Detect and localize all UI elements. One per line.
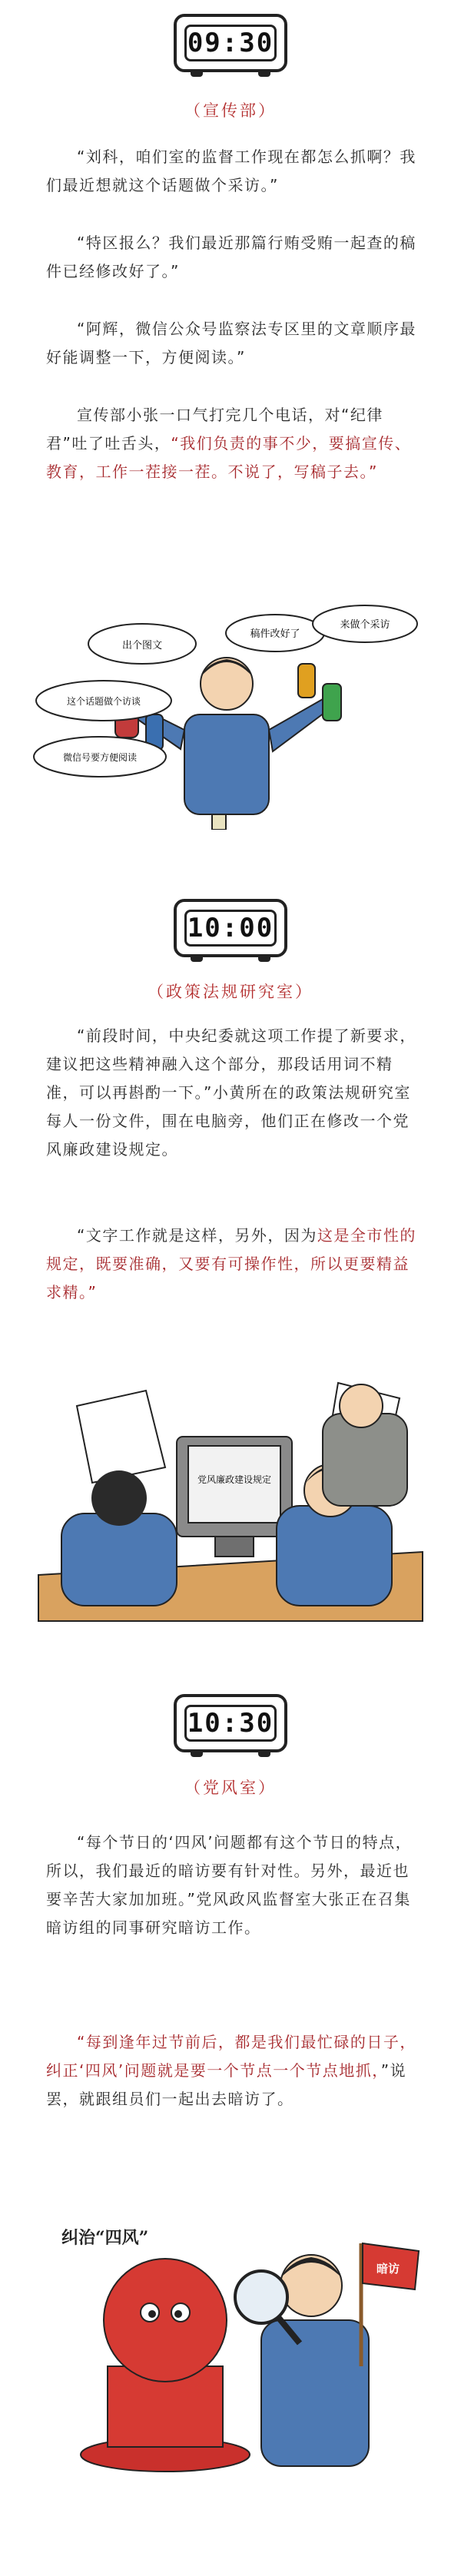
- clock-1030: [174, 1694, 287, 1752]
- policy-revision-illustration: [31, 1375, 430, 1629]
- paragraph: “每个节日的‘四风’问题都有这个节日的特点，所以，我们最近的暗访要有针对性。另外，最近也要辛苦大家加加班。”党风政风监督室大张正在召集暗访组的同事研究暗访工作。: [46, 1833, 413, 1937]
- paragraph: “前段时间，中央纪委就这项工作提了新要求，建议把这些精神融入这个部分，那段话用词不精准，可以再斟酌一下。”小黄所在的政策法规研究室每人一份文件，围在电脑旁，他们正在修改一个党风廉政建设规定。: [46, 1026, 416, 1159]
- clock-0930: [174, 14, 287, 72]
- paragraph: “阿辉，微信公众号监察法专区里的文章顺序最好能调整一下，方便阅读。”: [46, 320, 416, 366]
- speech-bubble: [34, 737, 166, 777]
- svg-text:出个图文: 出个图文: [121, 640, 163, 651]
- paragraph: “文字工作就是这样，另外，因为这是全市性的规定，既要准确，又要有可操作性，所以更要精益求精。”: [46, 1226, 416, 1301]
- clock-time: 09:30: [184, 25, 277, 61]
- paragraph: “每到逢年过节前后，都是我们最忙碌的日子，纠正‘四风’问题就是要一个节点一个节点地抓，”说罢，就跟组员们一起出去暗访了。: [46, 2033, 416, 2108]
- svg-text:这个话题做个访谈: 这个话题做个访谈: [66, 696, 141, 707]
- flag-group: [361, 2243, 419, 2366]
- speech-bubble: [313, 605, 417, 642]
- paragraph: “刘科，咱们室的监督工作现在都怎么抓啊？我们最近想就这个话题做个采访。”: [46, 148, 416, 194]
- section-title-publicity: （宣传部）: [184, 101, 277, 120]
- speech-bubble: [36, 681, 171, 721]
- paragraph: 宣传部小张一口气打完几个电话，对“纪律君”吐了吐舌头，“我们负责的事不少，要搞宣传、教育，工作一茬接一茬。不说了，写稿子去。”: [46, 406, 412, 481]
- screen-text: 党风廉政建设规定: [197, 1474, 272, 1485]
- stamp-label-group: [61, 2228, 148, 2248]
- section-title-conduct-office: （党风室）: [184, 1779, 277, 1797]
- speech-bubble: [88, 624, 196, 664]
- clock-time: 10:30: [184, 1705, 277, 1742]
- speech-bubble: [226, 615, 324, 651]
- magnifier-icon: [235, 2271, 287, 2323]
- stamp-label: 纠治“四风”: [61, 2228, 149, 2248]
- phone-calls-illustration: [31, 599, 430, 830]
- red-stamp-figure: [81, 2259, 250, 2472]
- svg-text:稿件改好了: 稿件改好了: [250, 628, 300, 640]
- clock-1000: [174, 899, 287, 957]
- flag-label: 暗访: [376, 2262, 400, 2276]
- section-title-policy-research: （政策法规研究室）: [148, 983, 313, 1001]
- svg-text:微信号要方便阅读: 微信号要方便阅读: [62, 752, 138, 763]
- inspector-figure: [235, 2255, 369, 2466]
- inspection-illustration: [31, 2213, 430, 2482]
- clock-time: 10:00: [184, 910, 277, 947]
- paragraph: “特区报么？我们最近那篇行贿受贿一起查的稿件已经修改好了。”: [46, 234, 416, 280]
- svg-text:来做个采访: 来做个采访: [340, 619, 390, 631]
